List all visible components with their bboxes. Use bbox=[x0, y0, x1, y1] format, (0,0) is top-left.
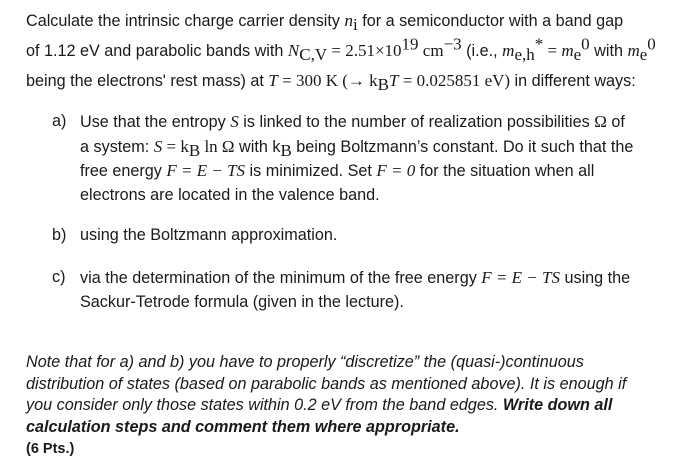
text: electrons are located in the valence band. bbox=[80, 185, 380, 204]
note-bold: calculation steps and comment them where appropriate. bbox=[26, 417, 460, 436]
math-sub: e,h bbox=[514, 45, 535, 65]
text: Use that the entropy bbox=[80, 113, 231, 131]
text: Calculate the intrinsic charge carrier density bbox=[26, 12, 345, 30]
subtask-text bbox=[80, 266, 682, 314]
math-sub: B bbox=[377, 75, 390, 95]
text: using the bbox=[559, 269, 631, 287]
math-sup: −3 bbox=[443, 34, 462, 54]
math-eq: = bbox=[543, 41, 562, 60]
math-S: S bbox=[230, 112, 239, 131]
statement-line-3 bbox=[26, 66, 686, 96]
text: for a semiconductor with a band gap bbox=[357, 12, 624, 30]
subtask-label: b) bbox=[52, 226, 67, 244]
math-sub: i bbox=[353, 15, 358, 35]
note-line: distribution of states (based on parabolic bands as mentioned above). It is enough if bbox=[26, 374, 627, 393]
math-unit: cm bbox=[418, 41, 444, 60]
text: free energy bbox=[80, 162, 167, 180]
note-bold: Write down all bbox=[502, 396, 613, 414]
note-paragraph bbox=[26, 352, 686, 461]
text: Sackur-Tetrode formula (given in the lecture). bbox=[80, 292, 404, 311]
text: (i.e., bbox=[461, 42, 503, 60]
statement-line-2 bbox=[26, 36, 686, 66]
math-ln: ln Ω bbox=[200, 136, 235, 156]
math-free-energy: F = E − TS bbox=[166, 161, 246, 180]
text: of 1.12 eV and parabolic bands with bbox=[26, 42, 288, 60]
subtask-text bbox=[80, 224, 682, 248]
text: for the situation when all bbox=[415, 162, 595, 180]
math-sup: 0 bbox=[581, 34, 590, 54]
math-free-energy: F = E − TS bbox=[481, 268, 560, 287]
math-eq: = k bbox=[162, 136, 189, 156]
subtask-label: a) bbox=[52, 112, 67, 130]
math-sub: e bbox=[573, 45, 582, 65]
math-value: = 300 K (→ k bbox=[277, 71, 378, 90]
math-m: m bbox=[502, 41, 515, 60]
note-line: Note that for a) and b) you have to properly “discretize” the (quasi-)continuous bbox=[26, 353, 584, 371]
math-N: N bbox=[287, 41, 300, 60]
math-S: S bbox=[153, 136, 163, 156]
subtask-text bbox=[80, 110, 682, 207]
math-m: m bbox=[627, 41, 640, 60]
text: in different ways: bbox=[510, 72, 636, 90]
note-text: you consider only those states within 0.2 eV from the band edges. bbox=[26, 396, 503, 414]
math-value: = 0.025851 eV) bbox=[398, 71, 511, 90]
math-sub: C,V bbox=[299, 45, 328, 65]
text: with k bbox=[234, 137, 281, 156]
math-omega: Ω bbox=[594, 112, 607, 131]
text: with bbox=[589, 42, 628, 60]
points-label: (6 Pts.) bbox=[26, 441, 75, 457]
problem-statement bbox=[26, 6, 686, 96]
text: using the Boltzmann approximation. bbox=[80, 226, 338, 244]
math-value: = 2.51×10 bbox=[327, 41, 402, 60]
math-F-zero: F = 0 bbox=[376, 161, 416, 180]
text: being the electrons' rest mass) at bbox=[26, 72, 269, 90]
subtask-a bbox=[52, 110, 682, 207]
text: is linked to the number of realization possibilities bbox=[238, 113, 595, 131]
text: is minimized. Set bbox=[245, 162, 377, 180]
text: being Boltzmann’s constant. Do it such that the bbox=[291, 137, 634, 156]
text: a system: bbox=[80, 137, 154, 156]
math-sub: B bbox=[280, 140, 292, 160]
statement-line-1 bbox=[26, 6, 686, 36]
math-T: T bbox=[268, 71, 278, 90]
math-sub: B bbox=[188, 140, 201, 160]
subtask-b bbox=[52, 224, 682, 248]
math-sup: * bbox=[534, 34, 544, 54]
math-T: T bbox=[389, 71, 399, 90]
subtask-label: c) bbox=[52, 268, 66, 286]
math-sup: 0 bbox=[647, 34, 656, 54]
text: via the determination of the minimum of the free energy bbox=[80, 269, 482, 287]
math-m: m bbox=[561, 41, 574, 60]
subtask-c bbox=[52, 266, 682, 314]
math-sup: 19 bbox=[401, 34, 419, 54]
math-n: n bbox=[344, 11, 353, 30]
text: of bbox=[606, 113, 625, 131]
math-sub: e bbox=[639, 45, 648, 65]
